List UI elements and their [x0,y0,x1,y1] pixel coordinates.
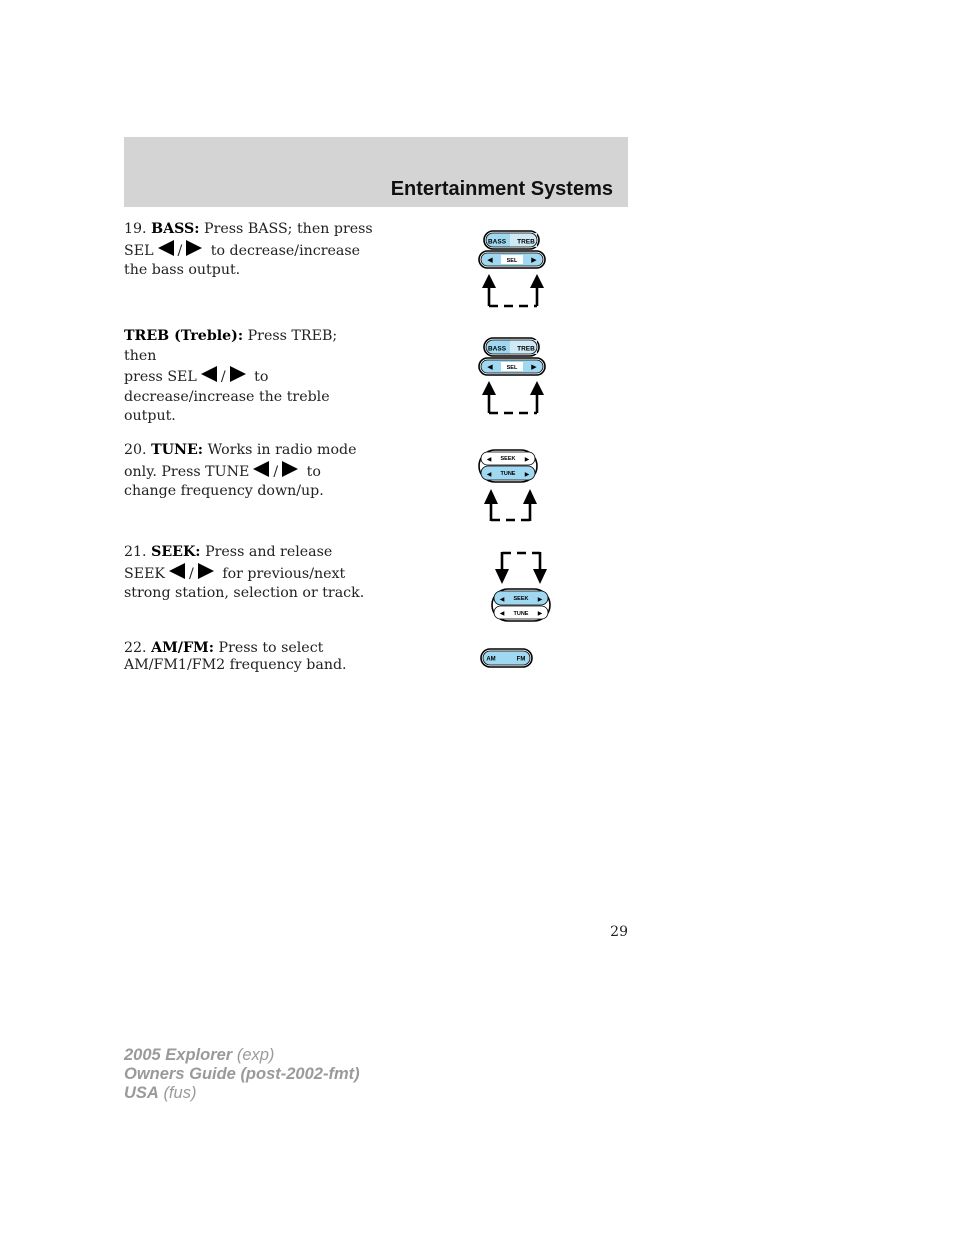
right-arrow-icon: ▶ [531,364,537,371]
item-number: 20. [124,442,147,458]
item-label: TREB (Treble): [124,328,244,344]
left-arrow-icon: ◀ [487,364,493,371]
left-arrow-icon: ◀ [499,597,505,603]
item-label: AM/FM: [151,640,215,656]
amfm-control-figure [480,648,534,670]
seek-paragraph: 21. SEEK: Press and release SEEK / for previous/next strong station, selection or track. [124,544,365,602]
footer-line-1: 2005 Explorer (exp) [124,1046,275,1064]
right-arrow-icon: ▶ [524,472,530,478]
left-arrow-icon: ◀ [487,257,493,264]
treb-paragraph: TREB (Treble): Press TREB; then press SEL / to decrease/increase the treble output. [124,328,338,425]
right-arrow-icon: ▶ [537,611,543,617]
bass-paragraph: 19. BASS: Press BASS; then press SEL / to decrease/increase the bass output. [124,221,373,279]
treb-button-label: TREB [517,345,535,353]
item-label: SEEK: [151,544,201,560]
tune-button-label: TUNE [500,471,516,477]
left-arrow-icon [201,366,217,382]
seek-button-label: SEEK [513,596,529,602]
am-button-label: AM [486,656,496,663]
section-header-band [124,137,628,207]
page-number: 29 [610,924,628,940]
tune-paragraph: 20. TUNE: Works in radio mode only. Press TUNE / to change frequency down/up. [124,442,357,500]
amfm-paragraph: 22. AM/FM: Press to select AM/FM1/FM2 frequency band. [124,640,347,673]
right-arrow-icon: ▶ [531,257,537,264]
up-arrows-dashed-icon [489,392,537,413]
right-arrow-icon: ▶ [537,597,543,603]
item-label: TUNE: [151,442,204,458]
footer-line-3: USA (fus) [124,1084,197,1102]
section-title: Entertainment Systems [390,178,613,200]
right-arrow-icon [230,366,246,382]
bass-button-label: BASS [487,238,507,246]
down-arrows-dashed-icon [502,552,540,571]
fm-button-label: FM [516,656,526,663]
left-arrow-icon: ◀ [499,611,505,617]
item-number: 21. [124,544,147,560]
item-number: 19. [124,221,147,237]
bass-button-label: BASS [487,345,507,353]
bass-treb-control-figure [478,230,548,310]
left-arrow-icon [253,461,269,477]
bass-treb-control-figure [478,337,548,417]
right-arrow-icon: ▶ [524,457,530,463]
tune-button-label: TUNE [513,611,529,617]
seek-control-figure [490,549,554,623]
sel-button-label: SEL [506,365,518,371]
right-arrow-icon [282,461,298,477]
left-arrow-icon [169,563,185,579]
left-arrow-icon: ◀ [486,472,492,478]
seek-button-label: SEEK [500,456,516,462]
right-arrow-icon [198,563,214,579]
sel-button-label: SEL [506,258,518,264]
right-arrow-icon [186,240,202,256]
item-label: BASS: [151,221,200,237]
left-arrow-icon: ◀ [486,457,492,463]
document-footer [124,1046,360,1103]
footer-line-2: Owners Guide (post-2002-fmt) [124,1065,360,1083]
left-arrow-icon [158,240,174,256]
item-number: 22. [124,640,147,656]
up-arrows-dashed-icon [489,285,537,306]
tune-control-figure [478,449,540,524]
treb-button-label: TREB [517,238,535,246]
